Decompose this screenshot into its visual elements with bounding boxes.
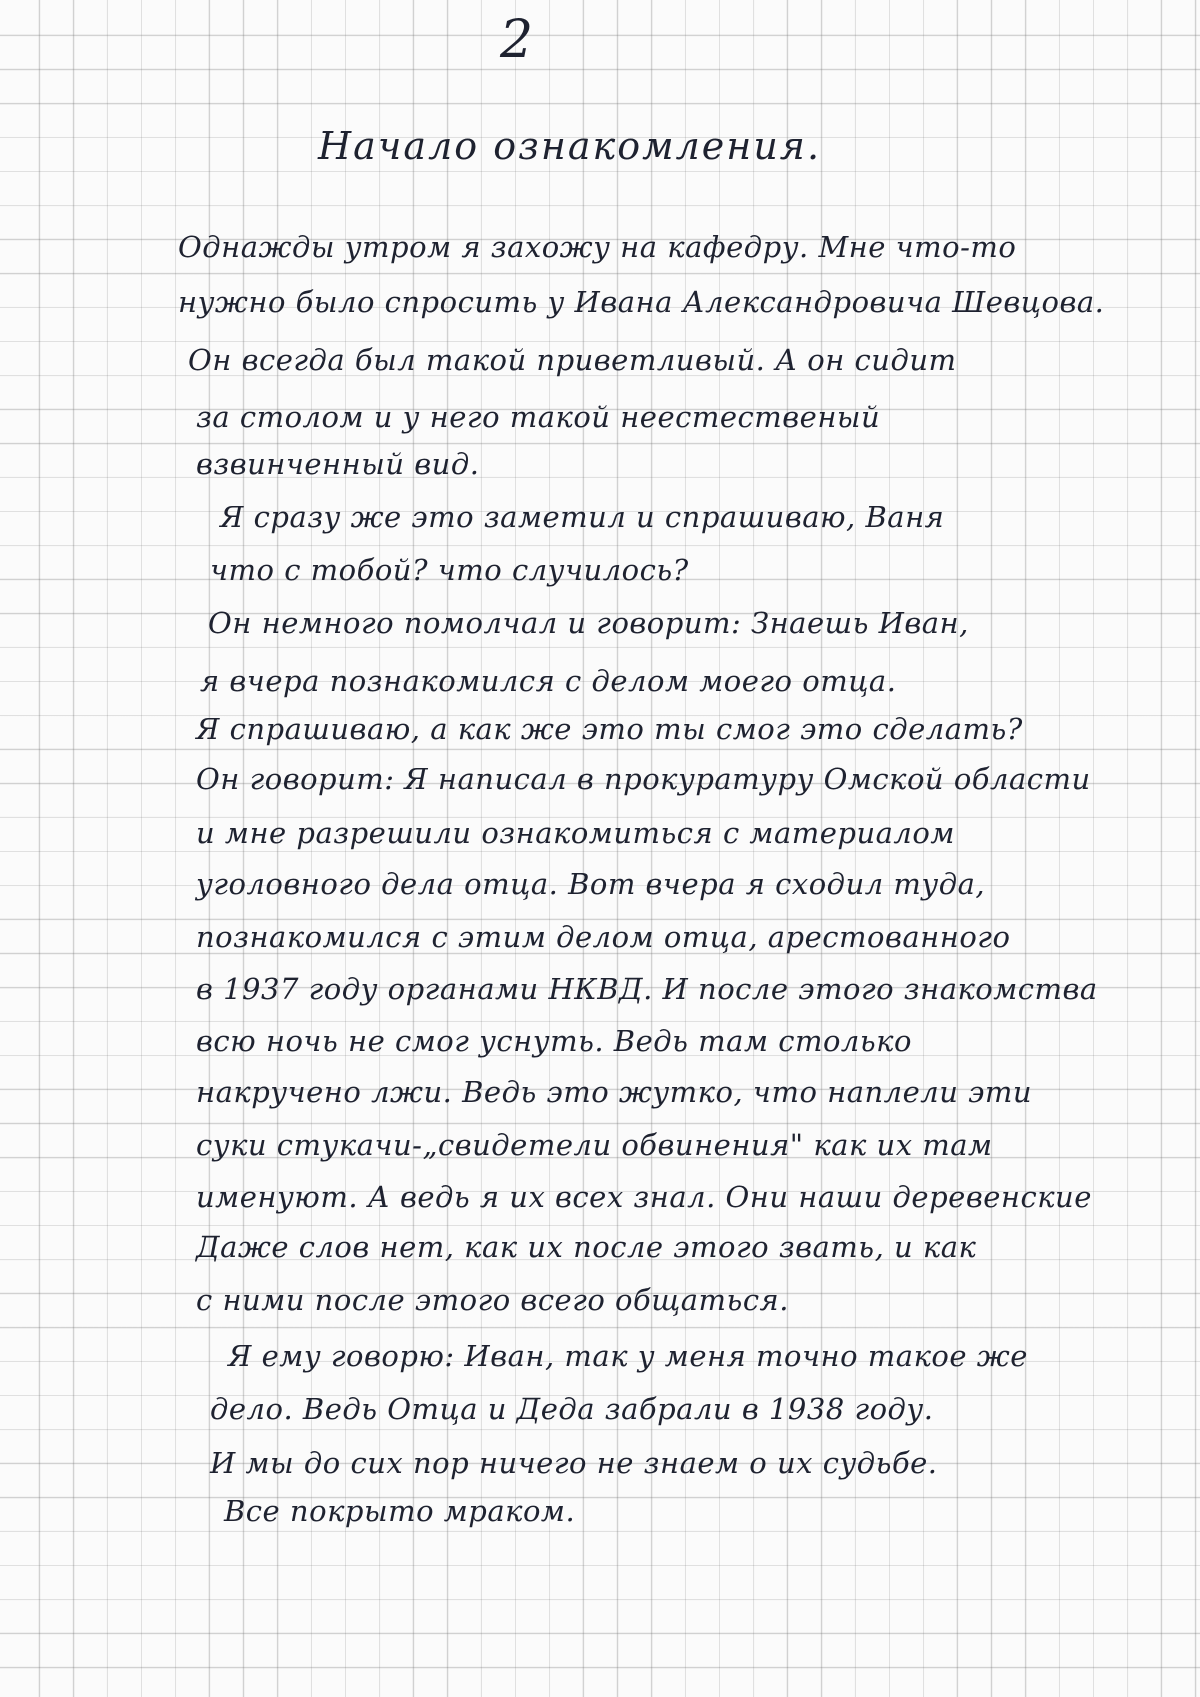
text-line: с ними после этого всего общаться. xyxy=(196,1283,789,1317)
text-line: Однажды утром я захожу на кафедру. Мне что-то xyxy=(178,230,1017,264)
text-line: Я спрашиваю, а как же это ты смог это сделать? xyxy=(196,712,1023,746)
text-line: взвинченный вид. xyxy=(196,447,480,481)
text-line: я вчера познакомился с делом моего отца. xyxy=(200,664,897,698)
text-line: Я ему говорю: Иван, так у меня точно такое же xyxy=(228,1339,1028,1373)
text-line: дело. Ведь Отца и Деда забрали в 1938 году. xyxy=(210,1392,934,1426)
text-line: Я сразу же это заметил и спрашиваю, Ваня xyxy=(220,500,945,534)
text-line: познакомился с этим делом отца, арестованного xyxy=(196,920,1011,954)
text-line: Даже слов нет, как их после этого звать, и как xyxy=(196,1230,977,1264)
text-line: Он говорит: Я написал в прокуратуру Омской области xyxy=(196,762,1091,796)
text-line: именуют. А ведь я их всех знал. Они наши деревенские xyxy=(196,1180,1092,1214)
text-line: Все покрыто мраком. xyxy=(224,1494,576,1528)
page-title: Начало ознакомления. xyxy=(318,124,822,168)
text-line: И мы до сих пор ничего не знаем о их судьбе. xyxy=(210,1446,938,1480)
text-line: Он немного помолчал и говорит: Знаешь Иван, xyxy=(208,606,969,640)
text-line: Он всегда был такой приветливый. А он сидит xyxy=(188,343,957,377)
text-line: нужно было спросить у Ивана Александровича Шевцова. xyxy=(178,285,1105,319)
text-line: накручено лжи. Ведь это жутко, что наплели эти xyxy=(196,1075,1033,1109)
text-line: за столом и у него такой неестественый xyxy=(196,400,881,434)
text-line: и мне разрешили ознакомиться с материалом xyxy=(196,816,955,850)
page-number: 2 xyxy=(500,10,534,70)
text-line: суки стукачи-„свидетели обвинения" как их там xyxy=(196,1128,993,1162)
text-line: в 1937 году органами НКВД. И после этого знакомства xyxy=(196,972,1098,1006)
text-line: уголовного дела отца. Вот вчера я сходил туда, xyxy=(196,867,986,901)
text-line: что с тобой? что случилось? xyxy=(210,553,689,587)
text-line: всю ночь не смог уснуть. Ведь там столько xyxy=(196,1024,912,1058)
